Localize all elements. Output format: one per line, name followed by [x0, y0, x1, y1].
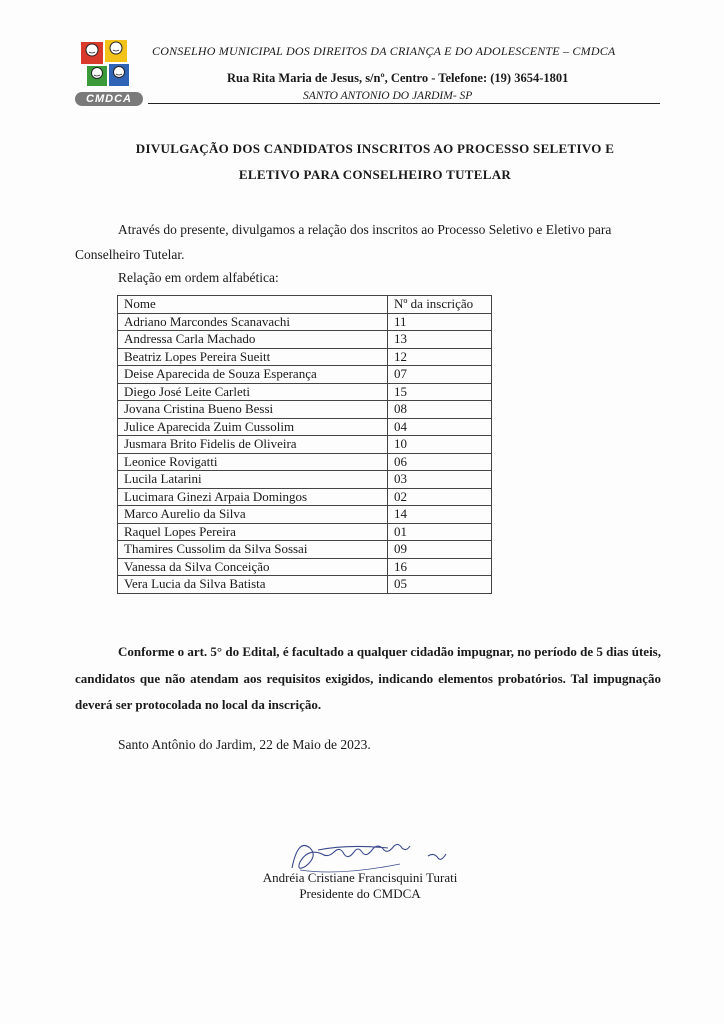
registration-number-cell: 11: [388, 313, 492, 331]
candidate-name-cell: Beatriz Lopes Pereira Sueitt: [118, 348, 388, 366]
table-row: [118, 576, 492, 594]
candidate-name-cell: Julice Aparecida Zuim Cussolim: [118, 418, 388, 436]
signer-block: [240, 870, 480, 902]
table-row: [118, 313, 492, 331]
registration-number-cell: 04: [388, 418, 492, 436]
candidate-name-cell: Deise Aparecida de Souza Esperança: [118, 366, 388, 384]
intro-paragraph: Através do presente, divulgamos a relação dos inscritos ao Processo Seletivo e Eletivo para Conselheiro Tutelar.: [75, 222, 612, 262]
candidate-name-cell: Andressa Carla Machado: [118, 331, 388, 349]
candidate-name-cell: Lucila Latarini: [118, 471, 388, 489]
candidate-name-cell: Vanessa da Silva Conceição: [118, 558, 388, 576]
table-row: [118, 331, 492, 349]
table-row: [118, 366, 492, 384]
organization-name: CONSELHO MUNICIPAL DOS DIREITOS DA CRIANÇA E DO ADOLESCENTE – CMDCA: [152, 44, 616, 58]
registration-number-cell: 07: [388, 366, 492, 384]
table-row: [118, 348, 492, 366]
table-row: [118, 488, 492, 506]
candidate-name-cell: Raquel Lopes Pereira: [118, 523, 388, 541]
candidate-name-cell: Vera Lucia da Silva Batista: [118, 576, 388, 594]
table-row: [118, 383, 492, 401]
candidate-name-cell: Thamires Cussolim da Silva Sossai: [118, 541, 388, 559]
registration-number-cell: 03: [388, 471, 492, 489]
dateline: Santo Antônio do Jardim, 22 de Maio de 2023.: [118, 737, 371, 752]
candidate-name-cell: Adriano Marcondes Scanavachi: [118, 313, 388, 331]
table-row: [118, 453, 492, 471]
table-row: [118, 436, 492, 454]
candidate-name-cell: Marco Aurelio da Silva: [118, 506, 388, 524]
table-row: [118, 401, 492, 419]
header-divider: [148, 103, 660, 104]
registration-number-cell: 14: [388, 506, 492, 524]
list-label: Relação em ordem alfabética:: [118, 270, 279, 285]
children-logo-icon: [73, 38, 145, 94]
candidate-name-cell: Jusmara Brito Fidelis de Oliveira: [118, 436, 388, 454]
table-row: [118, 418, 492, 436]
title-line-1: DIVULGAÇÃO DOS CANDIDATOS INSCRITOS AO PROCESSO SELETIVO E: [135, 141, 615, 156]
candidate-name-cell: Lucimara Ginezi Arpaia Domingos: [118, 488, 388, 506]
table-body: [118, 313, 492, 593]
registration-number-cell: 16: [388, 558, 492, 576]
table-row: [118, 506, 492, 524]
table-row: [118, 541, 492, 559]
organization-address: Rua Rita Maria de Jesus, s/nº, Centro - Telefone: (19) 3654-1801: [227, 71, 569, 85]
registration-number-cell: 08: [388, 401, 492, 419]
cmdca-logo: [73, 38, 145, 106]
table-header-row: [118, 296, 492, 314]
signer-name: Andréia Cristiane Francisquini Turati: [262, 870, 458, 885]
candidate-name-cell: Leonice Rovigatti: [118, 453, 388, 471]
table-row: [118, 471, 492, 489]
registration-number-cell: 06: [388, 453, 492, 471]
table-row: [118, 558, 492, 576]
registration-number-cell: 15: [388, 383, 492, 401]
impugnation-notice: Conforme o art. 5° do Edital, é facultado a qualquer cidadão impugnar, no período de 5 dias úteis, candidatos que não atendam aos requisitos exigidos, indicando elementos probatórios. Tal impugnação deverá ser protocolada no local da inscrição.: [75, 644, 661, 712]
logo-text: CMDCA: [75, 92, 143, 106]
candidate-name-cell: Diego José Leite Carleti: [118, 383, 388, 401]
candidate-name-cell: Jovana Cristina Bueno Bessi: [118, 401, 388, 419]
candidates-table: [117, 295, 492, 594]
registration-number-cell: 01: [388, 523, 492, 541]
registration-number-cell: 09: [388, 541, 492, 559]
registration-number-cell: 05: [388, 576, 492, 594]
registration-number-cell: 02: [388, 488, 492, 506]
registration-number-cell: 10: [388, 436, 492, 454]
title-line-2: ELETIVO PARA CONSELHEIRO TUTELAR: [238, 167, 512, 182]
document-title: [95, 136, 655, 188]
column-header-name: Nome: [118, 296, 388, 314]
registration-number-cell: 13: [388, 331, 492, 349]
column-header-registration: Nº da inscrição: [388, 296, 492, 314]
organization-city: SANTO ANTONIO DO JARDIM- SP: [303, 90, 473, 102]
table-row: [118, 523, 492, 541]
signer-role: Presidente do CMDCA: [299, 886, 421, 901]
registration-number-cell: 12: [388, 348, 492, 366]
